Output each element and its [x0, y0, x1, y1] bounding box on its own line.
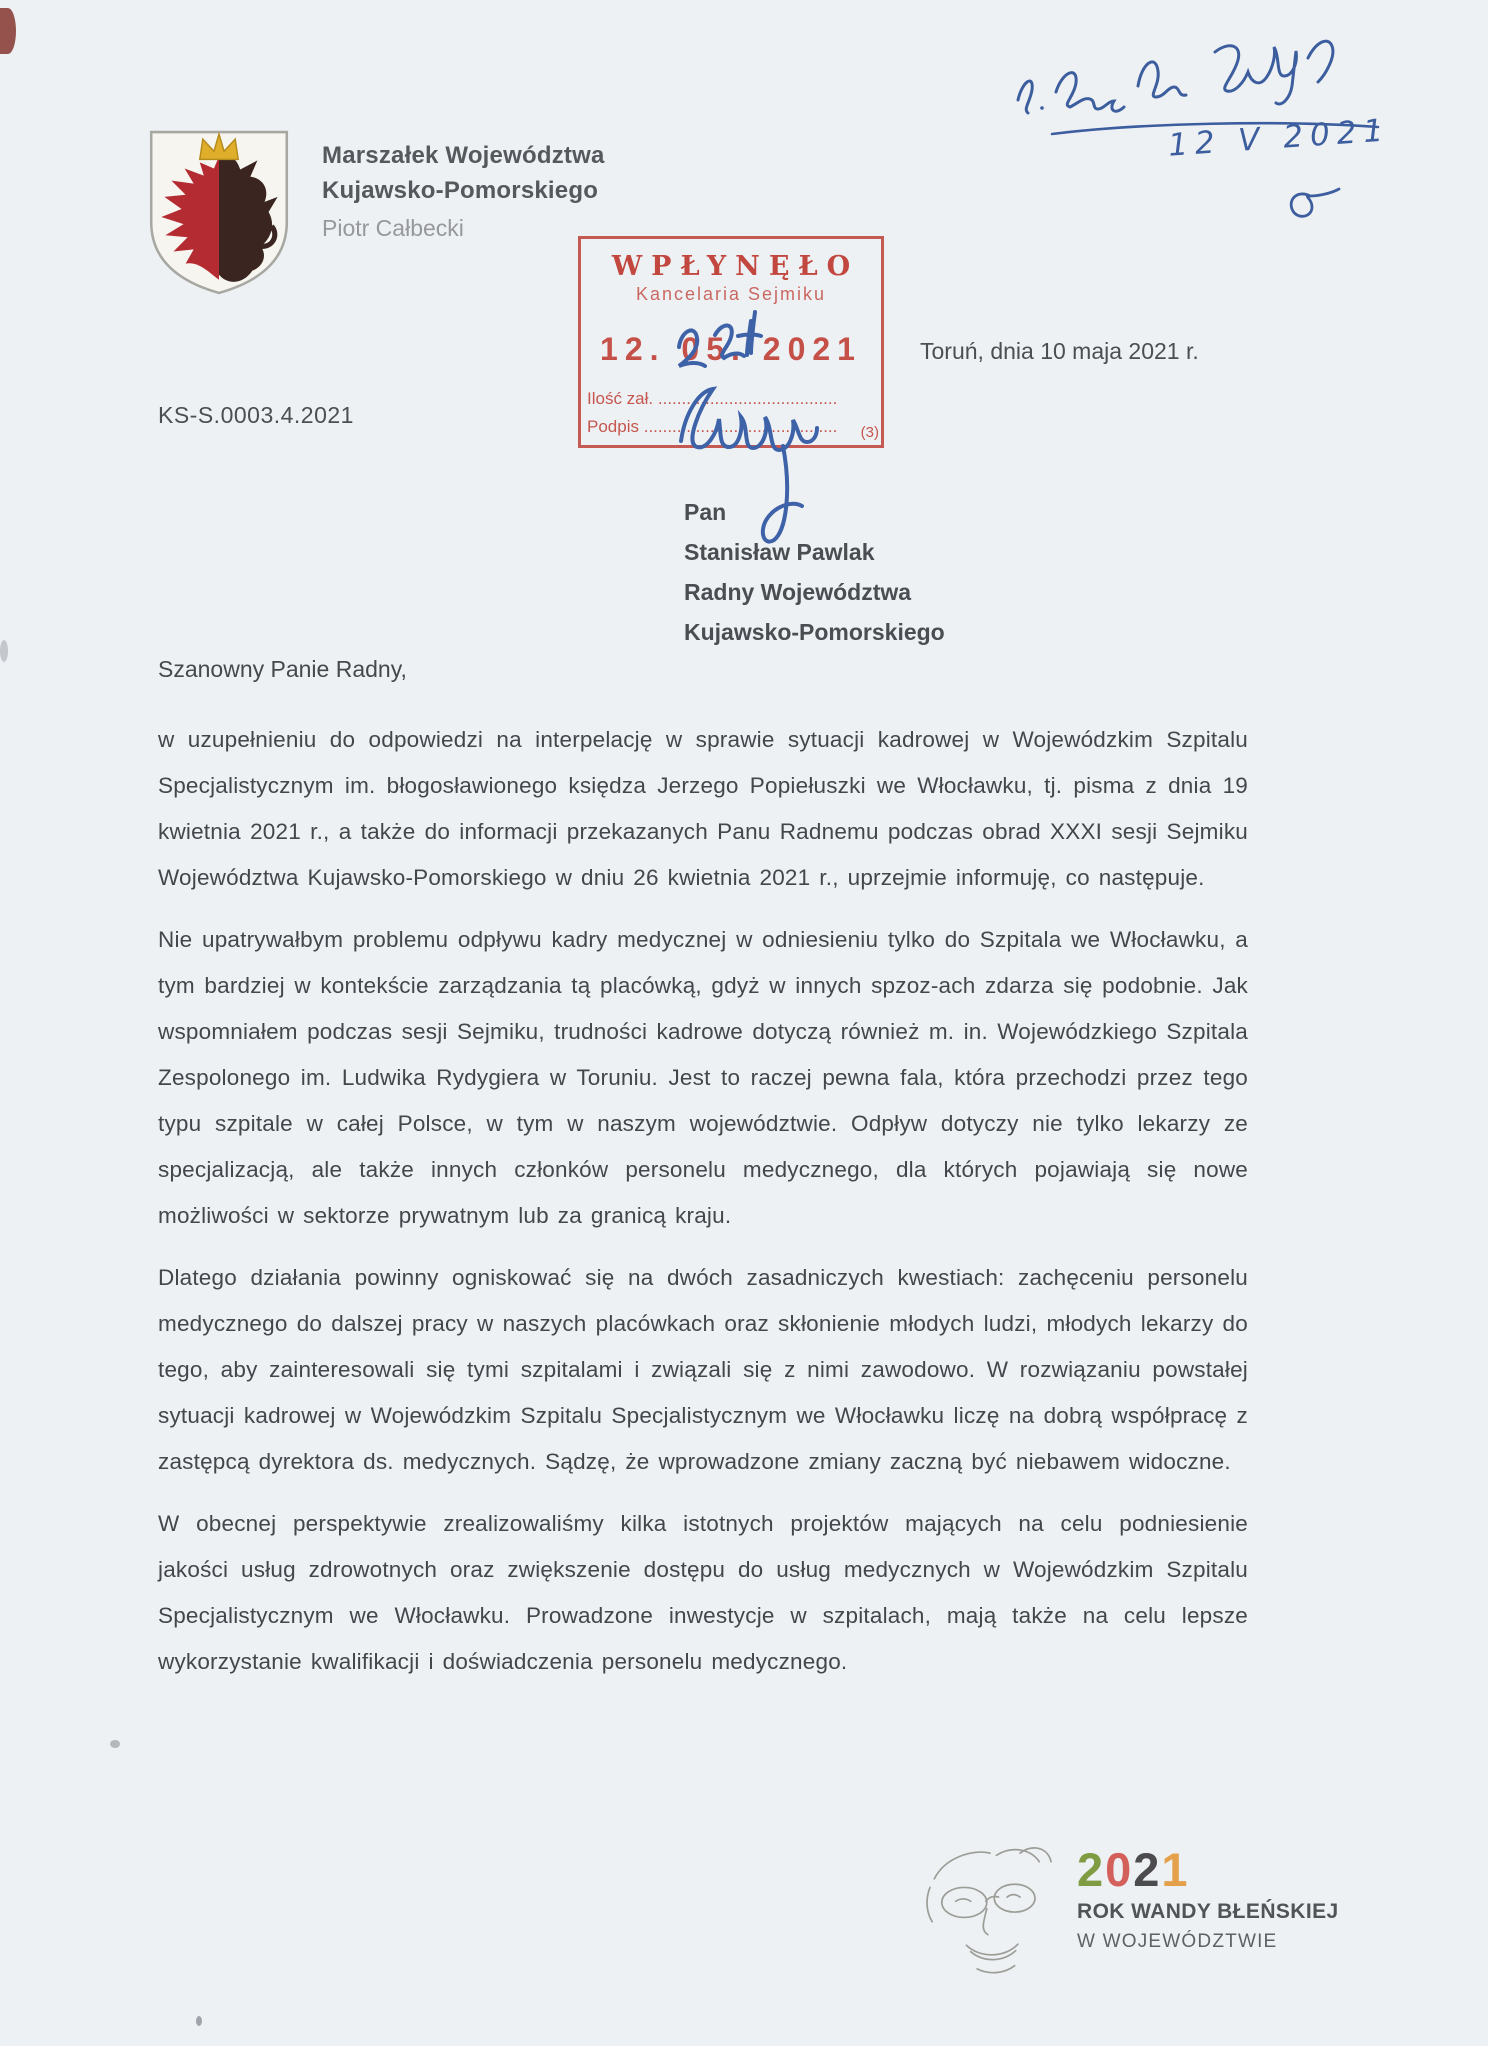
recipient-line1: Pan: [684, 499, 727, 525]
year-digit-4: 1: [1161, 1843, 1190, 1896]
stamp-attachments-dots: ......................................: [657, 389, 838, 408]
stamp-signature-dots: .........................................: [643, 417, 838, 436]
paragraph-2: Nie upatrywałbym problemu odpływu kadry medycznej w odniesieniu tylko do Szpitala we Włocławku, a tym bardziej w kontekście zarządzania tą placówką, gdyż w innych spzoz-ach zdarza się podobnie. Jak wspomniałem podczas sesji Sejmiku, trudności kadrowe dotyczą również m. in. Wojewódzkiego Szpitala Zespolonego im. Ludwika Rydygiera w Toruniu. Jest to raczej pewna fala, która przechodzi przez tego typu szpitale w całej Polsce, w tym w naszym województwie. Odpływ dotyczy nie tylko lekarzy ze specjalizacją, ale także innych członków personelu medycznego, dla których pojawiają się nowe możliwości w sektorze prywatnym lub za granicą kraju.: [158, 927, 1248, 1228]
registry-stamp: [578, 236, 884, 448]
recipient-line4: Kujawsko-Pomorskiego: [684, 619, 945, 645]
letter-body: [158, 656, 1248, 1701]
sender-title-line2: Kujawsko-Pomorskiego: [322, 177, 599, 204]
paragraph-3: Dlatego działania powinny ogniskować się na dwóch zasadniczych kwestiach: zachęceniu personelu medycznego do dalszej pracy w naszych placówkach oraz skłonienie młodych ludzi, młodych lekarzy do tego, aby zainteresowali się tymi szpitalami i związali się z nimi zawodowo. W rozwiązaniu powstałej sytuacji kadrowej w Wojewódzkim Szpitalu Specjalistycznym we Włocławku liczę na dobrą współpracę z zastępcą dyrektora ds. medycznych. Sądzę, że wprowadzone zmiany zaczną być niebawem widoczne.: [158, 1265, 1248, 1474]
recipient-line2: Stanisław Pawlak: [684, 539, 875, 565]
sender-name: Piotr Całbecki: [322, 215, 464, 241]
stamp-date: 12. 05. 2021: [600, 331, 862, 367]
year-digit-2: 0: [1105, 1843, 1134, 1896]
scan-artifact: [110, 1740, 120, 1748]
place-date: Toruń, dnia 10 maja 2021 r.: [920, 338, 1199, 364]
scan-artifact: [0, 8, 16, 54]
sender-title-line1: Marszałek Województwa: [322, 142, 605, 169]
year-digit-3: 2: [1133, 1843, 1162, 1896]
coat-of-arms-kujawsko-pomorskie: [143, 126, 295, 298]
footer-line1: ROK WANDY BŁEŃSKIEJ: [1077, 1900, 1339, 1923]
paragraph-4: W obecnej perspektywie zrealizowaliśmy kilka istotnych projektów mających na celu podniesienie jakości usług zdrowotnych oraz zwiększenie dostępu do usług medycznych w Wojewódzkim Szpitalu Specjalistycznym we Włocławku. Prowadzone inwestycje w szpitalach, mają także na celu lepsze wykorzystanie kwalifikacji i doświadczenia personelu medycznego.: [158, 1511, 1248, 1674]
footer-year: [1077, 1843, 1339, 1896]
recipient-line3: Radny Województwa: [684, 579, 912, 605]
year-digit-1: 2: [1077, 1843, 1106, 1896]
stamp-attachments-label: Ilość zał.: [587, 389, 654, 408]
stamp-office: Kancelaria Sejmiku: [635, 284, 827, 304]
stamp-title: WPŁYNĘŁO: [611, 251, 860, 282]
stamp-corner-note: (3): [860, 424, 879, 441]
footer-logo-text: [1077, 1843, 1339, 1953]
wanda-blenska-portrait-sketch-icon: [915, 1836, 1065, 1986]
salutation: Szanowny Panie Radny,: [158, 656, 407, 682]
handwritten-date: 12 V 2021: [1167, 112, 1392, 164]
recipient-block: [684, 492, 945, 652]
footer-line2: W WOJEWÓDZTWIE: [1077, 1931, 1278, 1952]
reference-number: KS-S.0003.4.2021: [158, 402, 354, 428]
scan-artifact: [0, 640, 8, 662]
stamp-signature-label: Podpis: [587, 417, 639, 436]
scan-artifact: [196, 2016, 202, 2026]
paragraph-1: w uzupełnieniu do odpowiedzi na interpelację w sprawie sytuacji kadrowej w Wojewódzkim Szpitalu Specjalistycznym im. błogosławionego księdza Jerzego Popiełuszki we Włocławku, tj. pisma z dnia 19 kwietnia 2021 r., a także do informacji przekazanych Panu Radnemu podczas obrad XXXI sesji Sejmiku Województwa Kujawsko-Pomorskiego w dniu 26 kwietnia 2021 r., uprzejmie informuję, co następuje.: [158, 727, 1248, 890]
sender-block: [322, 138, 605, 246]
handwritten-annotation: [1010, 28, 1440, 248]
footer-logo: [915, 1828, 1375, 1998]
